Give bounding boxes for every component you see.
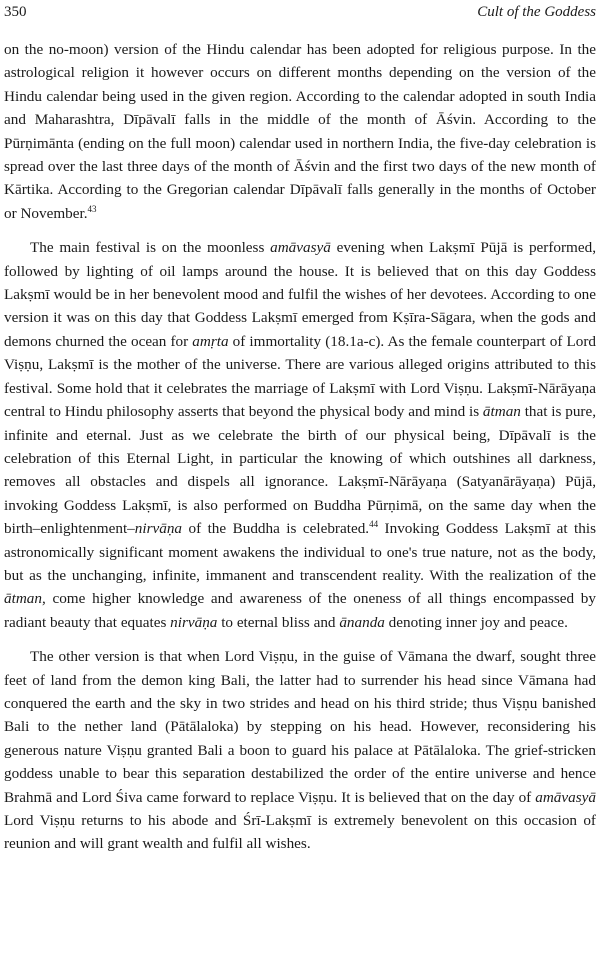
text-span: denoting inner joy and peace.: [384, 613, 568, 631]
text-span: to eternal bliss and: [217, 613, 340, 631]
page-header: [0, 0, 600, 28]
text-span: of immortality (18.1a-c). As the female counterpart of Lord Viṣṇu, Lakṣmī is the mother of the universe. There are various alleged origins attributed to this festival. Some hold that it celebrates the marriage of Lakṣmī with Lord Viṣṇu. Lakṣmī-Nārāyaṇa central to Hindu philosophy asserts that beyond the physical body and mind is: [4, 332, 596, 421]
body-text: [4, 38, 596, 867]
text-span: that is pure, infinite and eternal. Just as we celebrate the birth of our physical being, Dīpāvalī is the celebration of this Eternal Light, in particular the knowing of which outshines all darkness, removes all obstacles and dispels all ignorance. Lakṣmī-Nārāyaṇa (Satyanārāyaṇa) Pūjā, invoking Goddess Lakṣmī, is also performed on Buddha Pūrṇimā, on the same day when the birth–enlightenment–: [4, 403, 597, 538]
text-span: Invoking Goddess Lakṣmī at this astronomically significant moment awakens the individual to one's true nature, not as the body, but as the unchanging, infinite, immanent and transcendent reality. With the realization of the: [4, 520, 597, 584]
italic-term: ānanda: [339, 613, 385, 631]
italic-term: amāvasyā: [270, 239, 331, 257]
italic-term: amāvasyā: [535, 788, 596, 806]
italic-term: nirvāṇa: [170, 613, 218, 631]
text-span: of the Buddha is celebrated.: [182, 520, 370, 538]
footnote-marker: 44: [369, 519, 379, 530]
text-span: on the no-moon) version of the Hindu calendar has been adopted for religious purpose. In the astrological religion it however occurs on different months depending on the version of the Hindu calendar being used in the given region. According to the calendar adopted in south India and Maharashtra, Dīpāvalī falls in the middle of the month of Āśvin. According to the Pūrṇimānta (ending on the full moon) calendar used in northern India, the five-day celebration is spread over the last three days of the month of Āśvin and the first two days of the new month of Kārtika. According to the Gregorian calendar Dīpāvalī falls generally in the months of October or November.: [4, 41, 596, 222]
italic-term: ātman: [482, 403, 521, 421]
text-span: The other version is that when Lord Viṣṇu, in the guise of Vāmana the dwarf, sought three feet of land from the demon king Bali, the latter had to surrender his head since Vāmana had conquered the earth and the sky in two strides and head on his third stride; thus Viṣṇu banished Bali to the nether land (Pātālaloka) by stepping on his head. However, reconsidering his generous nature Viṣṇu granted Bali a boon to guard his palace at Pātālaloka. The grief-stricken goddess unable to bear this separation destabilized the order of the entire universe and hence Brahmā and Lord Śiva came forward to replace Viṣṇu. It is believed that on the day of: [4, 648, 596, 806]
text-span: , come higher knowledge and awareness of the oneness of all things encompassed by radiant beauty that equates: [4, 590, 596, 631]
paragraph-1: [4, 38, 596, 225]
text-span: The main festival is on the moonless: [30, 239, 271, 257]
running-head: Cult of the Goddess: [477, 4, 596, 20]
text-span: evening when Lakṣmī Pūjā is performed, followed by lighting of oil lamps around the house. It is believed that on this day Goddess Lakṣmī would be in her benevolent mood and fulfil the wishes of her devotees. According to one version it was on this day that Goddess Lakṣmī emerged from Kṣīra-Sāgara, when the gods and demons churned the ocean for: [4, 239, 596, 350]
text-span: Lord Viṣṇu returns to his abode and Śrī-Lakṣmī is extremely benevolent on this occasion of reunion and will grant wealth and fulfil all wishes.: [4, 812, 596, 853]
italic-term: amṛta: [192, 332, 229, 350]
italic-term: nirvāṇa: [134, 520, 183, 538]
paragraph-3: [4, 645, 596, 856]
footnote-marker: 43: [87, 203, 97, 214]
page-number: 350: [4, 4, 27, 20]
italic-term: ātman: [4, 590, 42, 608]
paragraph-2: [4, 236, 596, 634]
